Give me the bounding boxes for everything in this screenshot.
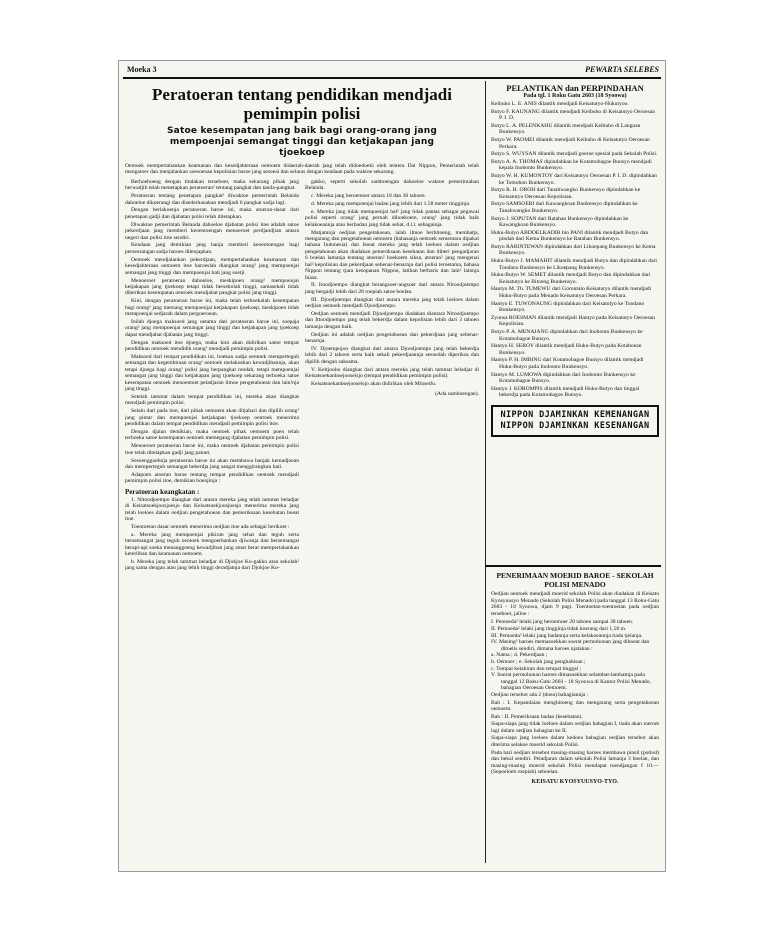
article-subtitle: Satoe kesempatan jang baik bagi orang-orang jang mempoenjai semangat tinggi dan ketjakapan jang tjoekoep: [167, 126, 437, 158]
paragraph: gakko, seperti sekolah samboengan dahoeloe waktoe pemerintahan Belanda.: [305, 178, 479, 192]
paragraph: Kini, dengan peratoeran baroe ini, maka telah terboekalah kesempatan bagi orang² jang memang mempoenjai ketjakapan tjoekoep, meskipoen tidak mempoenjai sedjarah dalam pergoeroean.: [125, 298, 299, 318]
paragraph: Adapoen atoeran baroe tentang tempat pendidikan oentoek mendjadi pemimpin polisi itoe, demikian boenjinja :: [125, 471, 299, 485]
paragraph: Keadaan jang demikian jang hanja memberi keoentoengan bagi perseorangan sadja haroes dilenjapkan.: [125, 242, 299, 255]
paragraph: Selain dari pada itoe, dari pihak oemoem akan ditjahari dan dipilih orang² jang pintar dan mempoenjai ketjakapan tjoekoep oentoek menerima pendidikan dalam tempat pendidikan mendjadi pemimpin polisi itoe.: [125, 408, 299, 428]
paragraph: Dengan djalan demikian, maka oentoek pihak oemoem poen telah terboeka satoe kesempatan oentoek memegang djabatan pemimpin polisi.: [125, 428, 299, 442]
appointment-item: Keibuho L. E. ANIS dilantik mendjadi Keisatutyo-Hukutyoo.: [491, 101, 629, 107]
paragraph: Peratoeran tentang penetapan pangkat² diwaktoe pemerintah Belanda dahoeloe dikoerangi dan disederhanakan mendjadi 6 pangkat sadja lagi.: [125, 193, 299, 206]
appointment-item: Hantyo M. Th. TUMEWU dari Gorontalo Keisatutyo dilantik mendjadi Huku-Butyo pada Menado Keisatutyo Oeroesan Perkara.: [491, 286, 652, 300]
continued-note: (Ada samboengan).: [435, 390, 479, 397]
notice-signature: KEISATU KYOSYUUSYO-TYO.: [531, 779, 619, 786]
notice-paragraph: Siapa-siapa jang loeloes dalam kedoea bahagian oedjian tersebot akan diterima selakoe moerid sekolah Polisi.: [491, 735, 659, 749]
appointment-item: Butyo R. H. OROH dari Tanahwangko Bunkensyo dipindahkan ke Keisatutyo Oeroesan Kepolisian.: [491, 187, 641, 200]
requirement-item: V. Soerat permohonan haroes dimasoekkan selambat-lambatnja pada tanggal 12 Roku-Gatu 2603 - 18 Syoowa di Kantor Polisi Menado, bahagian Oeroesan Oemoem.: [491, 672, 651, 692]
appointment-item: Hantyo P. H. IMBING dari Kotamobagoe Bunsyo dilantik mendjadi Huku-Butyo pada Inobonto Bunkensyo.: [491, 357, 644, 370]
requirement-item: IV. Masing² haroes memasoekkan soerat permohonan jang diboeat dan ditoelis sendiri, dimana haroes njatakan :: [491, 639, 650, 652]
rule-item: a. Mereka jang mempoenjai pikiran jang sehat dan teguh serta bersemangat jang teguh oentoek mengoerbankan djiwanja dan bersemangat berapi-api soeka menanggoeng kewadjiban jang amat berat mempertahankan keterliban dan keamanan oemoem.: [125, 531, 299, 557]
rule-item: b. Mereka jang telah tammat beladjar di Djokjoe Ko-gakko atau sekolah² jang sama dengan atau jang lebih tinggi deradjatnja dari Djokjoe Ko-: [125, 558, 299, 572]
notice-paragraph: Pada hari oedjian tersebot masing-masing haroes membawa pinsil (potlod) dan bekal sendiri. Peladjaran dalam sekolah Polisi lamanja 3 boelan, dan masing-masing moerid sekolah Polisi mendapat toendjangan f 10.— (Sepoeloeh roepiah) seboelan.: [491, 749, 659, 776]
article-columns: [125, 179, 479, 573]
requirement-item: Oedjian tersebot ada 2 (doea) bahagiannja :: [491, 691, 589, 698]
paragraph: Diwaktoe pemerintah Belanda dahoeloe djabatan polisi itoe adalah satoe pekerdjaan jang memberi keoentoengan menoeroet perdjandjian antara negeri dan polisi itoe sendiri.: [125, 221, 299, 241]
appointment-item: Butyo RARINTEWAN dipindahkan dari Likoepang Bunkensyo ke Kema Bunkensyo.: [491, 243, 656, 257]
masthead: PEWARTA SELEBES: [585, 65, 659, 74]
appointment-item: Butyo L. A. PELENKAHU dilantik mendjadi Keibuho di Langoan Bunkensyo.: [491, 122, 641, 136]
paragraph: e. Mereka jang tidak mempoenjai hal² jang tidak pantas sebagai pegawai polisi seperti orang² jang pernah dihoekoem, orang² jang tidak baik kelakoeannja atau berbadan jang tidak sehat, d.l.l. sebagainja.: [305, 208, 479, 228]
appointment-item: Hantyo M. LUMOWA dipindahkan dari Inobonto Bunkensyo ke Kotamobagoe Bunsyo.: [491, 371, 636, 385]
notice-intro: Oedjian oentoek mendjadi moerid sekolah Polisi akan diadakan di Keisatu Kyosyuusyo Menado (Sekolah Polisi Menado) pada tanggal 13 Roku-Gatu 2603 - 18 Syoowa, djam 9 pagi. Toentoetan-toentoetan pada oedjian terseboet, jalloe :: [491, 591, 659, 617]
paragraph: Berhoeboeng dengan tindakan terseboet, maka sekarang pihak jang berwadjib telah menetapkan peratoeran² tentang pangkat dan tanda-pangkat.: [125, 178, 299, 192]
rule-item: Toentoetan dasar oentoek menerima oedjian itoe ada sebagai berikoet :: [131, 523, 290, 530]
requirement-item: b. Oemoer ; e. Sekolah jang penghabisan ;: [491, 658, 586, 665]
appointment-item: Huku-Butyo ABDOELKADIR bin PANI dilantik mendjadi Butyo dan pindah dari Kema Bunkensyo ke Ratahan Bunkensyo.: [491, 229, 649, 243]
appointment-item: Hantyo H. SEROY dilantik mendjadi Huku-Butyo pada Kotaboean Bunkensyo.: [491, 343, 642, 356]
paragraph: Oentoek mendjalankan pekerdjaan, mempertahankan keamanan dan kesedjahteraan oemoem itoe haroeslah diangkat orang² jang mempoenjai semangat jang tinggi dan mempoenjai hati jang soetji.: [125, 256, 299, 276]
appointment-item: Butyo F. KAUNANG dilantik mendjadi Keibuho di Keisatutyo Oeroesan P. I. D.: [491, 108, 656, 122]
slogan-line-1: NIPPON DJAMINKAN KEMENANGAN: [500, 409, 650, 420]
paragraph: Setelah tammat dalam tempat pendidikan ini, mereka akan diangkat mendjadi pemimpin polisi.: [125, 393, 299, 407]
paragraph: IV. Djoempojoo diangkat dari antara Djoodjoempo jang telah bekerdja lebih dari 2 tahoen serta baik sekali pekerdjaannja sesoedah diperiksa dan dipilih dengan saksama.: [305, 346, 479, 365]
paragraph: Sesoenggoehnja peratoeran baroe ini akan membawa banjak kemadjoean dan memperteguh semangat bekerdja jang sangat menggirangkan hati.: [125, 457, 299, 470]
appointments-date: Pada tgl. 1 Roku Gatu 2603 (18 Syoowa): [523, 93, 627, 99]
article-title: Peratoeran tentang pendidikan mendjadi pemimpin polisi: [152, 85, 452, 123]
appointment-item: Butyo P. A. MENAJANG dipindahkan dari Inobonto Bunkensyo ke Kotamobagoe Bunsyo.: [491, 329, 643, 342]
paragraph: Dengan berlakoenja peratoeran baroe ini, maka atoeran-dasar dari penetapan gadji dan djabatan polisi telah ditetapkan.: [125, 207, 299, 220]
article-lead: Oentoek mempertahankan keamanan dan kesedjahteraan oemoem didaerah-daerah jang telah didoedoeki oleh tentera Dai Nippon, Pemerintah telah mengatoer dan menjalankan soesoenan kepolisian baroe jang sesoeai dan selaras dengan keadaan pada waktoe sekarang.: [125, 163, 479, 176]
exam-part: Bah : II. Pemeriksaan badan (kesehatan).: [491, 713, 583, 720]
page-number: Moeka 3: [127, 65, 157, 74]
paragraph: Oedjian ini adalah oedjian pengetahoean dan pekerdjaan jang sebenar-benarnja.: [305, 331, 479, 345]
header-rule: [123, 77, 661, 79]
paragraph: III. Djoodjoempo diangkat dari antara mereka jang telah loeloes dalam oedjian oentoek mendjadi Djoodjoempo.: [305, 296, 479, 310]
requirement-item: I. Pemoeda² lelaki jang beroemoer 20 tahoen sampai 30 tahoen.: [491, 619, 634, 626]
paragraph: d. Mereka jang mempoenjai badan jang lebih dari 1.58 meter tingginja.: [311, 201, 471, 208]
appointment-item: Hantyo J. KOROMPIS dilantik mendjadi Huku-Butyo dan tinggal bekerdja pada Kotamobagoe Bunsyo.: [491, 385, 640, 399]
paragraph: Oedjian oentoek mendjadi Djoodjoempo diadakan diantara Nitoodjoempo dan Ittoodjoempo jang telah bekerdja dalam kepolisian lebih dari 3 tahoen lamanja dengan baik.: [305, 311, 479, 330]
appointment-item: Huku-Butyo J. MAMAHIT dilantik mendjadi Butyo dan dipindahkan dari Tondano Bunkensyo ke Likoepang Bunkensyo.: [491, 258, 657, 271]
requirement-item: c. Tempat kelahiran dan tempat tinggal ;: [491, 665, 582, 672]
appointments-column: [491, 83, 659, 437]
paragraph: Keisatsoekanboejooseisjo akan didirikan oleh Minseifu.: [311, 381, 437, 388]
appointment-item: Zyunsa ROESMAN dilantik mendjadi Hantyo pada Keisatutyo Oeroesan Kepolisian.: [491, 314, 655, 328]
section-divider: [485, 565, 661, 567]
appointment-item: Butyo A. A. THOMAS dipindahkan ke Kotamobagoe Bunsyo mendjadi kepala Inobonto Bunkensyo.: [491, 158, 652, 172]
appointment-item: Butyo SAMSOERI dari Kawangkoan Bunkensyo dipindahkan ke Tanahwangko Bunkensyo.: [491, 201, 638, 214]
paragraph: V. Keitjooho diangkat dari antara mereka jang telah tammat beladjar di Keisatsoekanboejooseisjo (tempat pendidikan pemimpin polisi).: [305, 366, 479, 380]
requirement-item: II. Pemoeda² lelaki jang tingginja tidak koerang dari 1,58 m.: [491, 625, 627, 632]
paragraph: II. Itoodjoempo diangkat berangsoer-angsoer dari antara Nitoodjoempo jang bergadji lebih dari 28 roepiah satoe boelan.: [305, 282, 479, 295]
appointment-item: Butyo S. WUYSAN dilantik mendjadi goeroe spesial pada Sekolah Polisi.: [491, 151, 658, 158]
requirement-item: a. Nama ; d. Pekerdjaan ;: [491, 652, 548, 659]
appointment-item: Huku-Butyo W. SEMET dilantik mendjadi Butyo dan dipindahkan dari Keisatutyo ke Bitoeng Bunkensyo.: [491, 272, 651, 285]
article-column-1: [125, 179, 299, 573]
appointment-item: Hantyo E. TUWONAUNG dipindahkan dari Keisatutyo ke Tondano Bunkensyo.: [491, 300, 645, 314]
paragraph: c. Mereka jang beroemoer antara 18 dan 30 tahoen.: [311, 193, 426, 200]
paragraph: Matjamnja oedjian pengetahoean, ialah ilmoe berhitoeng, membatja, mengarang dan pengetahoean oemoem (bahasanja oentoek sementara dipakai bahasa Indonesia) dan boeat mereka jang telah loeloes dalam oedjian pengetahoean akan diadakan pemeriksaan kesehatan dan diberi pengadjaran 6 boelan lamanja tentang atoeran² hoekoem siksa, atoeran² jang mengenai hal² kepolisian dan pekerdjaan sebenar-benarnja dari polisi teroetama, bahasa Nippon tentang tjara kesopanan Nippon, latihan berbaris dan lain² lainnja biasa.: [305, 229, 479, 281]
appointment-item: Butyo W. PAOMEI dilantik mendjadi Keibuho di Keisatutyo Oeroesan Perkara.: [491, 136, 650, 150]
section-heading: Peratoeran keangkatan :: [125, 487, 200, 496]
appointments-title: PELANTIKAN dan PERPINDAHAN: [506, 83, 644, 93]
paragraph: Maksoed dari tempat pendidikan ini, boekan sadja oentoek memperteguh semangat dan kegembiraan orang² oentoek melakoekan kewadjibannja, akan tetapi djoega bagi orang² polisi jang berpangkat rendah, tetapi mempoenjai semangat jang tinggi dan ketjakapan jang tjoekoep sekarang terboeka satoe kesempatan oentoek menoentoet peladjaran ilmoe pengetahoean dan lain²nja jang tinggi.: [125, 353, 299, 392]
notice-title: PENERIMAAN MOERID BAROE - SEKOLAH POLISI MENADO: [496, 571, 654, 589]
article-column-2: [305, 179, 479, 573]
appointment-item: Butyo W. H. KUMONTOY dari Keisatutyo Oeroesan P. I. D. dipindahkan ke Tomohon Bunkensyo.: [491, 172, 657, 186]
slogan-line-2: NIPPON DJAMINKAN KESENANGAN: [500, 420, 650, 431]
rule-item: 1. Nitoodjoempo diangkat dari antara mereka jang telah tammat beladjar di Keisatsoekjoosjoesjo dan Keisatsoekjoosjoesjo menerima mereka jang telah loeloes dalam oedjian pengetahoean dan pemeriksaan kesehatan boeat itoe.: [125, 496, 299, 522]
column-divider: [485, 81, 486, 863]
notice-paragraph: Siapa-siapa jang tidak loeloes dalam oedjian bahagian I, tiada akan toeroet lagi dalam oedjian bahagian ke II.: [491, 721, 659, 734]
newspaper-page: [118, 60, 666, 872]
paragraph: Menoeroet peratoeran baroe ini, maka oentoek djabatan pemimpin polisi itoe telah ditetapkan gadji jang patoet.: [125, 443, 299, 456]
school-admission-notice: [491, 571, 659, 785]
paragraph: Menoeroet peratoeran dahoeloe, meskipoen orang² mempoenjai ketjakapan jang tjoekoep tetapi tidak bersekolah tinggi, samasekali tidak diberikan kesempatan oentoek mendjabat pangkat polisi jang tinggi.: [125, 277, 299, 297]
slogan-banner: [491, 405, 659, 437]
paragraph: Dengan maksoed itoe djoega, maka kini akan didirikan satoe tempat pendidikan oentoek mendidik orang² mendjadi pemimpin polisi.: [125, 339, 299, 353]
requirement-item: III. Pemoeda² lelaki jang badannja serta kelakoeannja tiada tjelanja.: [491, 632, 643, 639]
paragraph: Inilah djoega maksoed jang oetama dari peratoeran baroe ini, soepaja orang² jang mempoenjai semangat jang tinggi dan ketjakapan jang tjoekoep dapat mendjabat djabatan jang tinggi.: [125, 318, 299, 338]
exam-part: Bah : I. Kepandaian menghitoeng dan mengarang serta pengetahoean oemoem.: [491, 699, 659, 713]
appointment-item: Butyo J. SOPUTAN dari Ratahan Bunkensyo dipindahkan ke Kawangkoan Bunkensyo.: [491, 215, 629, 229]
main-article: [125, 85, 479, 645]
